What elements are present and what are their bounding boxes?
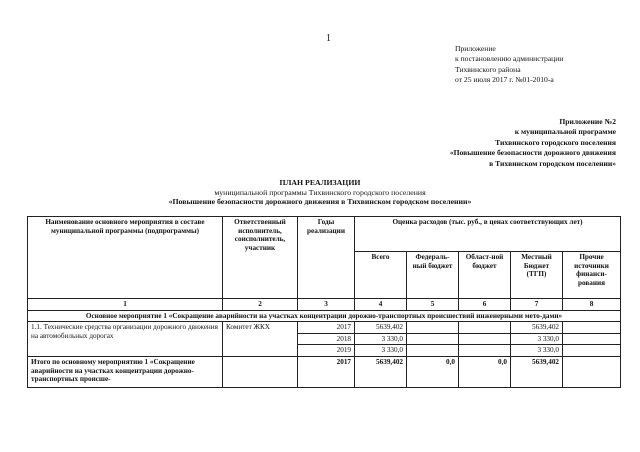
appendix-2-header xyxy=(450,117,616,169)
column-number: 7 xyxy=(511,299,563,311)
item-local: 3 330,0 xyxy=(511,333,563,345)
appendix-2-line: в Тихвинском городском поселении» xyxy=(489,158,616,168)
plan-title-program: «Повышение безопасности дорожного движения в Тихвинском городском поселении» xyxy=(168,197,472,207)
total-row xyxy=(28,356,621,387)
appendix-1-line: Тихвинского района xyxy=(455,64,521,74)
appendix-1-line: к постановлению администрации xyxy=(455,54,564,64)
item-other xyxy=(563,333,621,345)
header-federal: Федераль-ный бюджет xyxy=(407,252,459,299)
implementation-plan-table xyxy=(27,216,621,388)
total-federal: 0,0 xyxy=(407,356,459,387)
header-responsible: Ответственный исполнитель, соисполнитель, участник xyxy=(223,217,298,299)
table-header-row xyxy=(28,217,621,252)
item-regional xyxy=(459,345,511,357)
appendix-2-line: к муниципальной программе xyxy=(514,127,616,137)
total-regional: 0,0 xyxy=(459,356,511,387)
item-year: 2018 xyxy=(298,333,355,345)
table-row xyxy=(28,322,621,334)
column-number: 6 xyxy=(459,299,511,311)
total-name: Итого по основному мероприятию 1 «Сокращение аварийности на участках концентрации дорожно-транспортных происше- xyxy=(28,356,223,387)
header-regional: Област-ной бюджет xyxy=(459,252,511,299)
item-1-1-name: 1.1. Технические средства организации дорожного движения на автомобильных дорогах xyxy=(28,322,223,357)
header-total: Всего xyxy=(355,252,407,299)
column-number: 4 xyxy=(355,299,407,311)
header-years: Годы реализации xyxy=(298,217,355,299)
column-number: 5 xyxy=(407,299,459,311)
appendix-2-line: Приложение №2 xyxy=(559,117,616,126)
plan-title-subtitle: муниципальной программы Тихвинского городского поселения xyxy=(214,187,426,197)
item-year: 2019 xyxy=(298,345,355,357)
column-numbers-row xyxy=(28,299,621,311)
column-number: 2 xyxy=(223,299,298,311)
item-other xyxy=(563,322,621,334)
column-number: 1 xyxy=(28,299,223,311)
appendix-1-header xyxy=(455,44,563,86)
total-responsible xyxy=(223,356,298,387)
header-costs: Оценка расходов (тыс. руб., в ценах соответствующих лет) xyxy=(355,217,621,252)
item-year: 2017 xyxy=(298,322,355,334)
item-federal xyxy=(407,345,459,357)
header-local: Местный Бюджет (ТГП) xyxy=(511,252,563,299)
item-federal xyxy=(407,333,459,345)
total-local: 5639,402 xyxy=(511,356,563,387)
item-other xyxy=(563,345,621,357)
appendix-2-line: «Повышение безопасности дорожного движения xyxy=(449,148,616,158)
item-local: 3 330,0 xyxy=(511,345,563,357)
appendix-1-line: от 25 июля 2017 г. №01-2010-а xyxy=(455,75,554,85)
item-regional xyxy=(459,322,511,334)
item-1-1-responsible: Комитет ЖКХ xyxy=(223,322,298,357)
column-number: 8 xyxy=(563,299,621,311)
header-other: Прочие источники финанси-рования xyxy=(563,252,621,299)
item-local: 5639,402 xyxy=(511,322,563,334)
item-federal xyxy=(407,322,459,334)
plan-title xyxy=(0,178,640,207)
item-regional xyxy=(459,333,511,345)
activity-1-title: Основное мероприятие 1 «Сокращение аварийности на участках концентрации дорожно-транспортных происшествий инженерными мето-дами» xyxy=(28,310,621,322)
appendix-2-line: Тихвинского городского поселения xyxy=(495,137,616,147)
appendix-1-line: Приложение xyxy=(455,44,496,53)
item-total: 3 330,0 xyxy=(355,333,407,345)
item-total: 5639,402 xyxy=(355,322,407,334)
column-number: 3 xyxy=(298,299,355,311)
activity-row xyxy=(28,310,621,322)
total-year: 2017 xyxy=(298,356,355,387)
page-number: 1 xyxy=(326,33,331,44)
header-name: Наименование основного мероприятия в составе муниципальной программы (подпрограммы) xyxy=(28,217,223,299)
total-other xyxy=(563,356,621,387)
total-total: 5639,402 xyxy=(355,356,407,387)
item-total: 3 330,0 xyxy=(355,345,407,357)
plan-title-main: ПЛАН РЕАЛИЗАЦИИ xyxy=(279,178,361,187)
